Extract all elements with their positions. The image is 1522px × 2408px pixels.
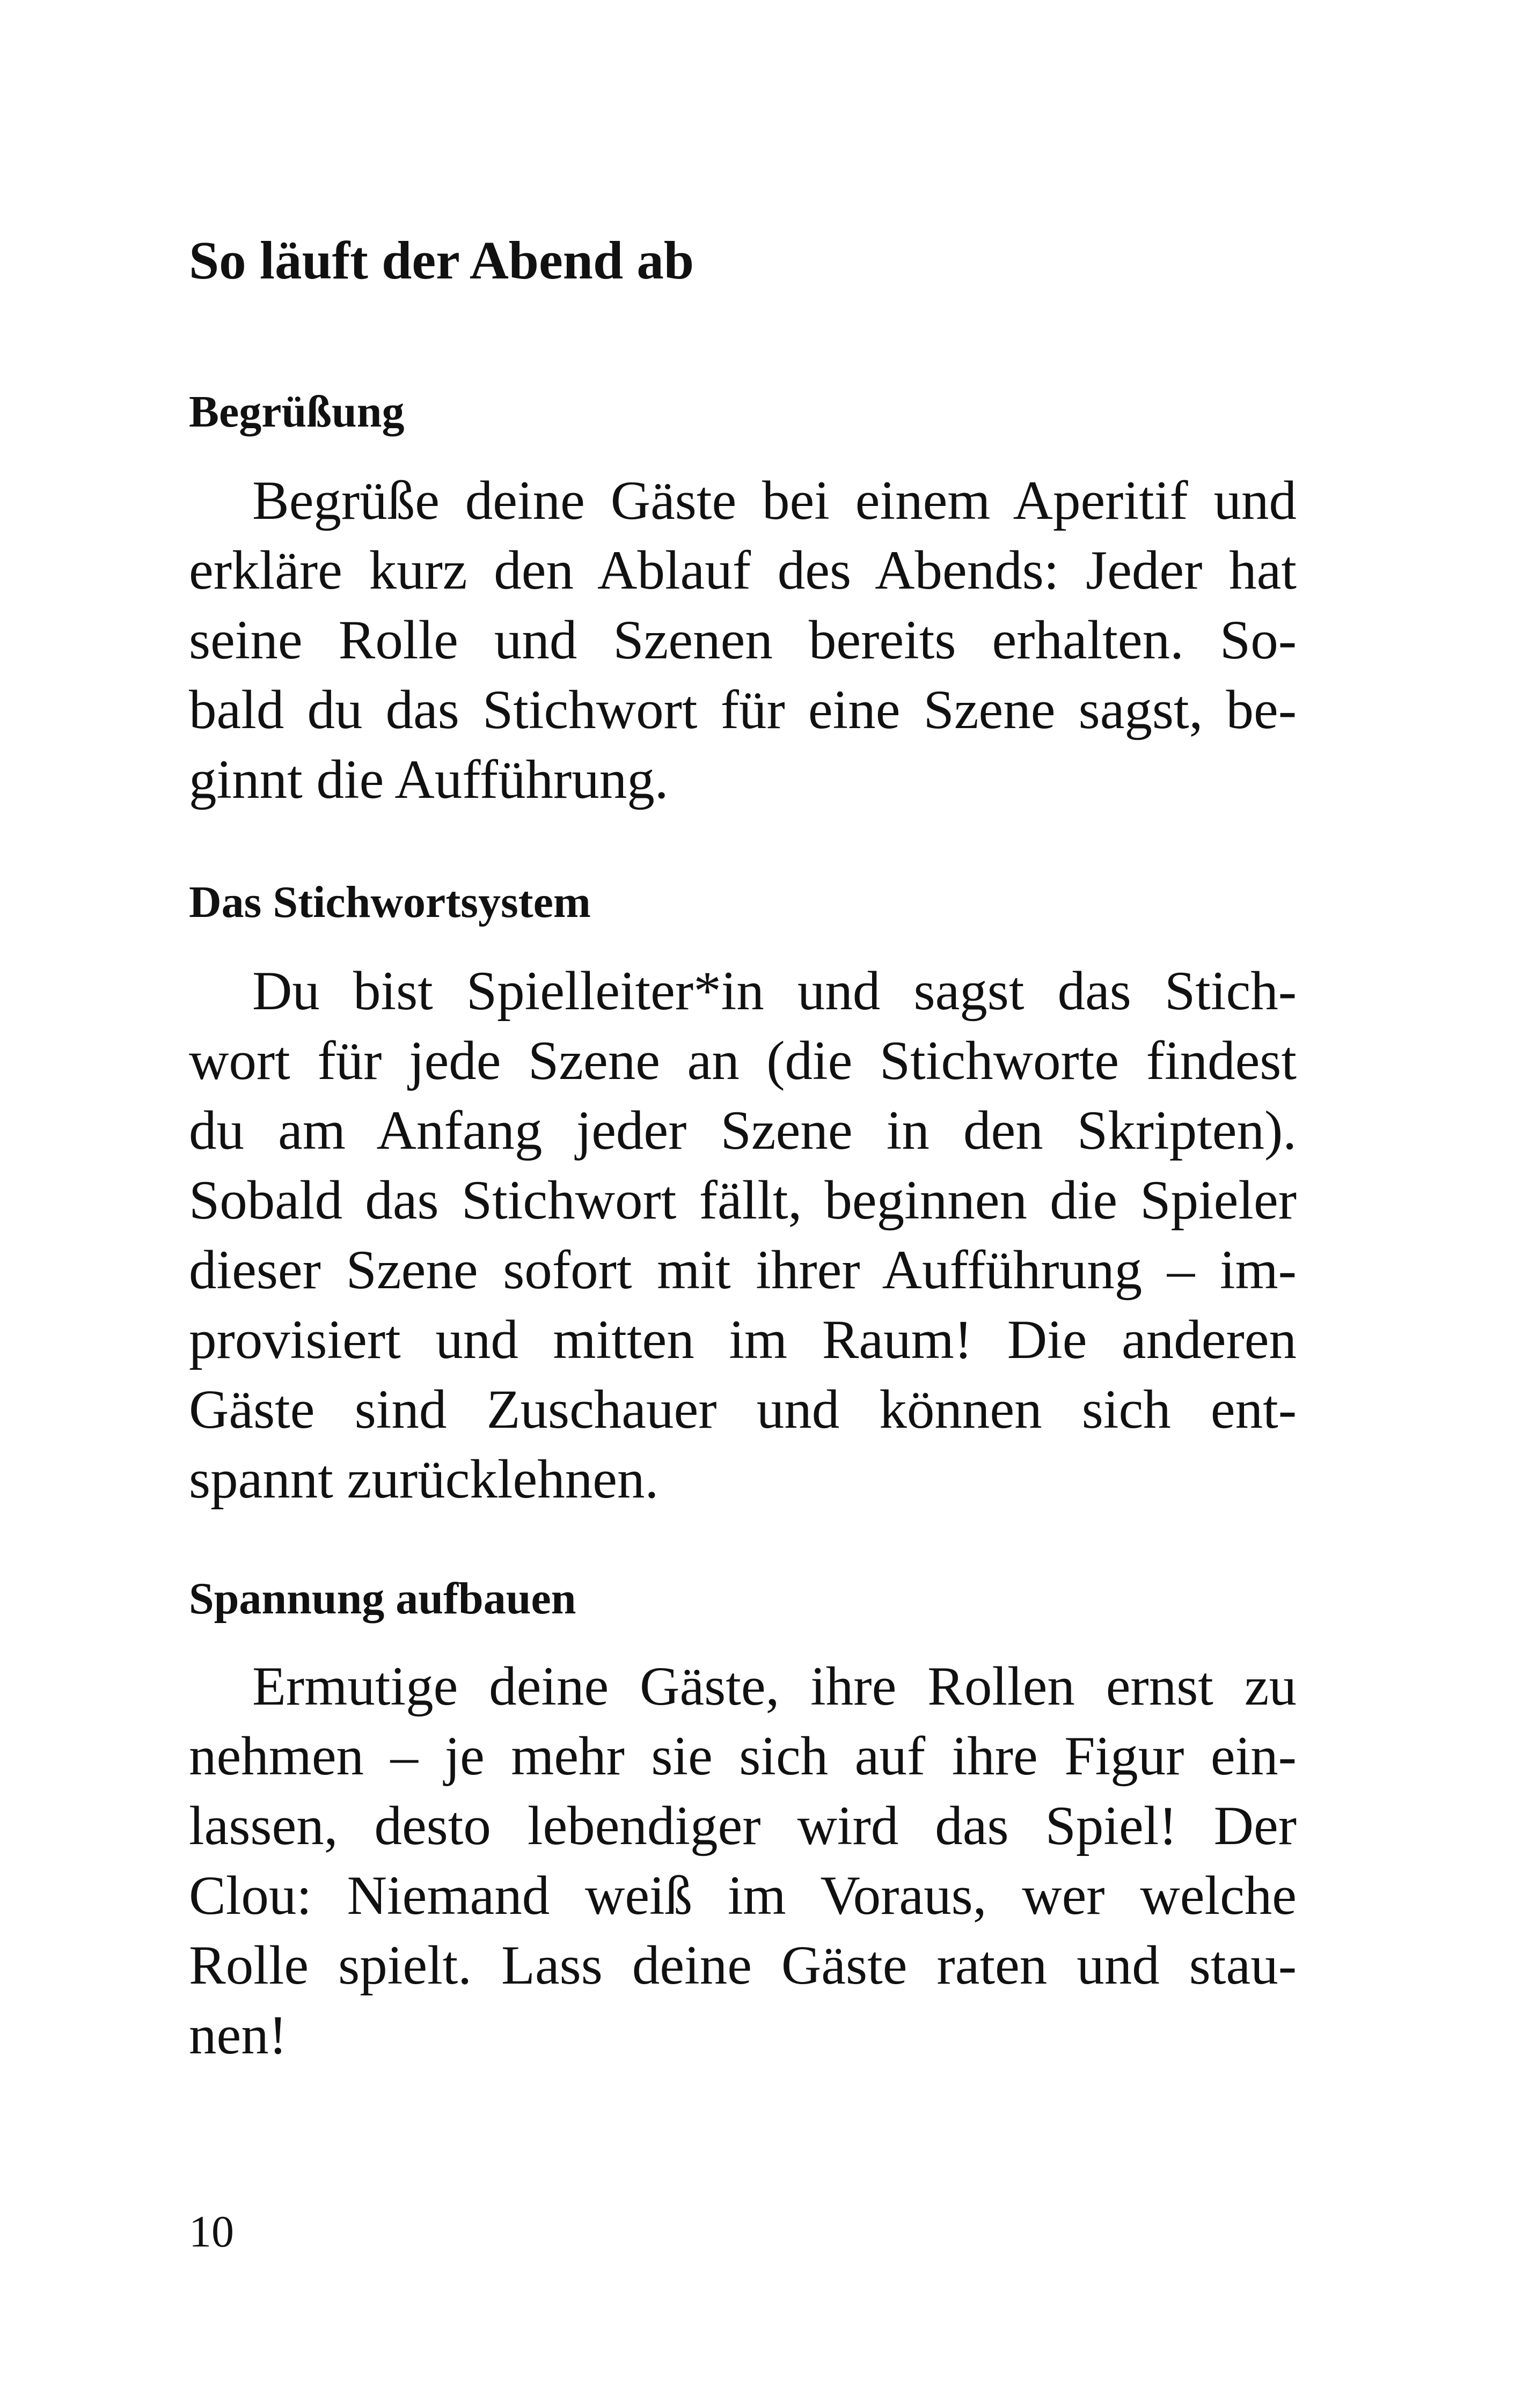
text-line: dieser Szene sofort mit ihrer Aufführung – im- (189, 1239, 1297, 1301)
text-line: Clou: Niemand weiß im Voraus, wer welche (189, 1865, 1297, 1926)
text-line: Ermutige deine Gäste, ihre Rollen ernst zu (252, 1656, 1297, 1717)
text-line: seine Rolle und Szenen bereits erhalten. So- (189, 610, 1297, 671)
text-line: erkläre kurz den Ablauf des Abends: Jeder hat (189, 540, 1297, 601)
text-line: Gäste sind Zuschauer und können sich ent- (189, 1379, 1297, 1440)
text-line: Du bist Spielleiter*in und sagst das Stich- (252, 960, 1297, 1022)
text-line: Rolle spielt. Lass deine Gäste raten und stau- (189, 1935, 1297, 1996)
text-line: spannt zurücklehnen. (189, 1449, 659, 1510)
page-number: 10 (189, 2207, 234, 2257)
paragraph-spannung-aufbauen (189, 1651, 1297, 2070)
text-line: provisiert und mitten im Raum! Die anderen (189, 1309, 1297, 1370)
text-line: lassen, desto lebendiger wird das Spiel! Der (189, 1795, 1297, 1856)
text-line: du am Anfang jeder Szene in den Skripten). (189, 1100, 1297, 1161)
section-heading-stichwortsystem: Das Stichwortsystem (189, 877, 591, 927)
text-line: nen! (189, 2005, 288, 2066)
text-line: nehmen – je mehr sie sich auf ihre Figur ein- (189, 1726, 1297, 1787)
section-heading-begruessung: Begrüßung (189, 387, 405, 437)
paragraph-begruessung (189, 466, 1297, 814)
page-title: So läuft der Abend ab (189, 230, 694, 290)
text-line: ginnt die Aufführung. (189, 749, 669, 810)
paragraph-stichwortsystem (189, 956, 1297, 1514)
text-line: wort für jede Szene an (die Stichworte findest (189, 1030, 1297, 1091)
text-line: Begrüße deine Gäste bei einem Aperitif und (252, 470, 1297, 531)
text-line: bald du das Stichwort für eine Szene sagst, be- (189, 679, 1297, 740)
section-heading-spannung-aufbauen: Spannung aufbauen (189, 1574, 576, 1624)
text-line: Sobald das Stichwort fällt, beginnen die Spieler (189, 1170, 1297, 1231)
book-page (189, 0, 1297, 2408)
